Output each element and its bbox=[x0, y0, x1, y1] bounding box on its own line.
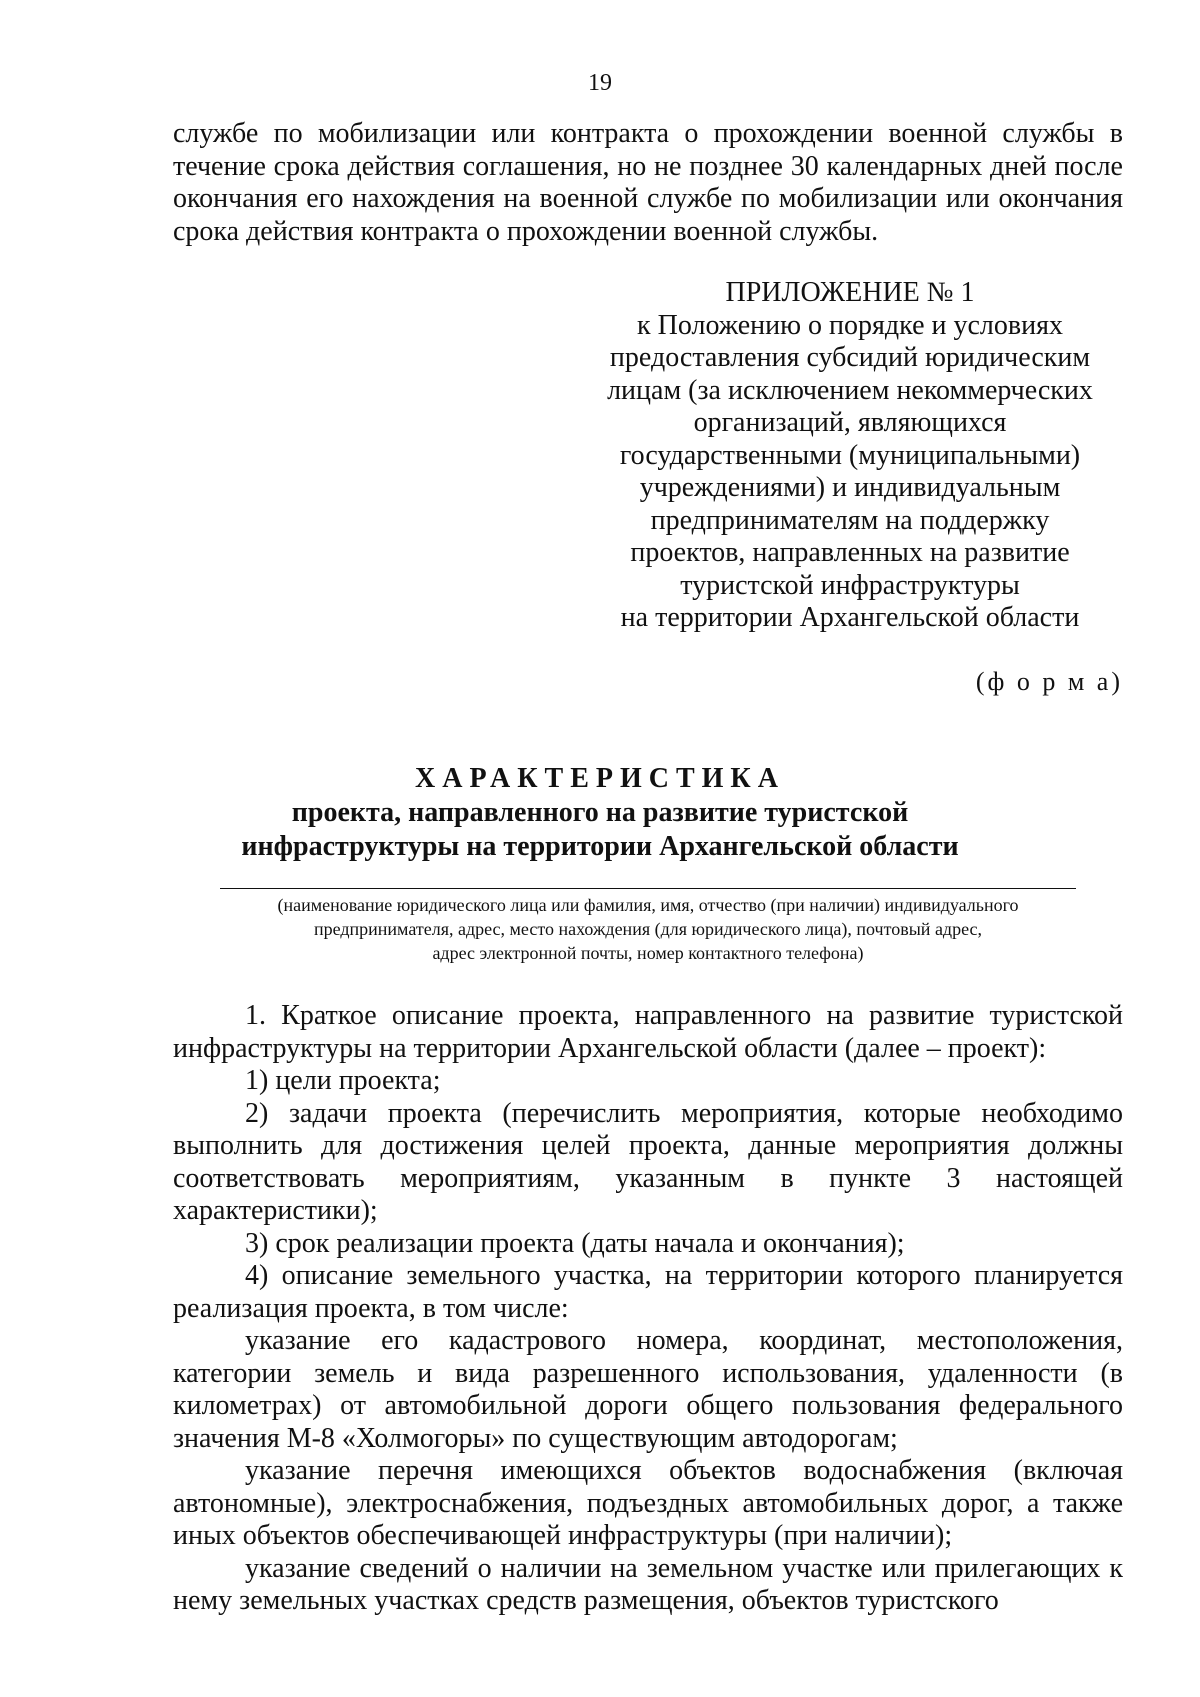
paragraph: указание перечня имеющихся объектов водоснабжения (включая автономные), электроснабжения, подъездных автомобильных дорог, а также иных объектов обеспечивающей инфраструктуры (при наличии); bbox=[173, 1455, 1123, 1551]
heading-subtitle-line: проекта, направленного на развитие туристской bbox=[291, 797, 909, 828]
continuation-paragraph bbox=[173, 118, 1123, 248]
caption-line: предпринимателя, адрес, место нахождения (для юридического лица), почтовый адрес, bbox=[313, 919, 983, 939]
paragraph: службе по мобилизации или контракта о прохождении военной службы в течение срока действия соглашения, но не позднее 30 календарных дней после окончания его нахождения на военной службе по мобилизации или окончания срока действия контракта о прохождении военной службы. bbox=[173, 118, 1123, 247]
fill-in-line bbox=[220, 888, 1076, 889]
appendix-line: проектов, направленных на развитие bbox=[630, 537, 1070, 568]
heading-subtitle-line: инфраструктуры на территории Архангельской области bbox=[241, 831, 959, 862]
appendix-line: туристской инфраструктуры bbox=[680, 569, 1020, 601]
heading-title: ХАРАКТЕРИСТИКА bbox=[415, 763, 785, 794]
paragraph: 1) цели проекта; bbox=[245, 1065, 441, 1096]
caption-line: (наименование юридического лица или фамилия, имя, отчество (при наличии) индивидуального bbox=[277, 895, 1019, 915]
appendix-line: предоставления субсидий юридическим bbox=[609, 342, 1091, 373]
paragraph: 1. Краткое описание проекта, направленного на развитие туристской инфраструктуры на территории Архангельской области (далее – проект): bbox=[173, 1000, 1123, 1064]
caption-line: адрес электронной почты, номер контактного телефона) bbox=[432, 943, 864, 963]
fill-in-caption bbox=[200, 893, 1096, 965]
main-body bbox=[173, 1000, 1123, 1618]
paragraph: указание сведений о наличии на земельном участке или прилегающих к нему земельных участках средств размещения, объектов туристского bbox=[173, 1552, 1123, 1616]
document-heading bbox=[0, 762, 1200, 864]
paragraph: 2) задачи проекта (перечислить мероприятия, которые необходимо выполнить для достижения целей проекта, данные мероприятия должны соответствовать мероприятиям, указанным в пункте 3 настоящей характеристики); bbox=[173, 1097, 1123, 1226]
paragraph: 4) описание земельного участка, на территории которого планируется реализация проекта, в том числе: bbox=[173, 1260, 1123, 1324]
paragraph: указание его кадастрового номера, координат, местоположения, категории земель и вида разрешенного использования, удаленности (в километрах) от автомобильной дороги общего пользования федерального значения М-8 «Холмогоры» по существующим автодорогам; bbox=[173, 1325, 1123, 1454]
appendix-header bbox=[600, 277, 1100, 635]
form-label: (ф о р м а) bbox=[975, 667, 1123, 696]
appendix-title: ПРИЛОЖЕНИЕ № 1 bbox=[725, 277, 975, 308]
appendix-line: учреждениями) и индивидуальным bbox=[639, 472, 1061, 503]
appendix-line: организаций, являющихся bbox=[693, 407, 1007, 438]
paragraph: 3) срок реализации проекта (даты начала и окончания); bbox=[245, 1227, 905, 1259]
appendix-line: государственными (муниципальными) bbox=[619, 439, 1081, 471]
appendix-line: лицам (за исключением некоммерческих bbox=[607, 374, 1093, 406]
page-number: 19 bbox=[588, 70, 612, 96]
appendix-line: предпринимателям на поддержку bbox=[650, 504, 1050, 536]
appendix-line: на территории Архангельской области bbox=[620, 602, 1080, 633]
appendix-line: к Положению о порядке и условиях bbox=[637, 309, 1063, 341]
